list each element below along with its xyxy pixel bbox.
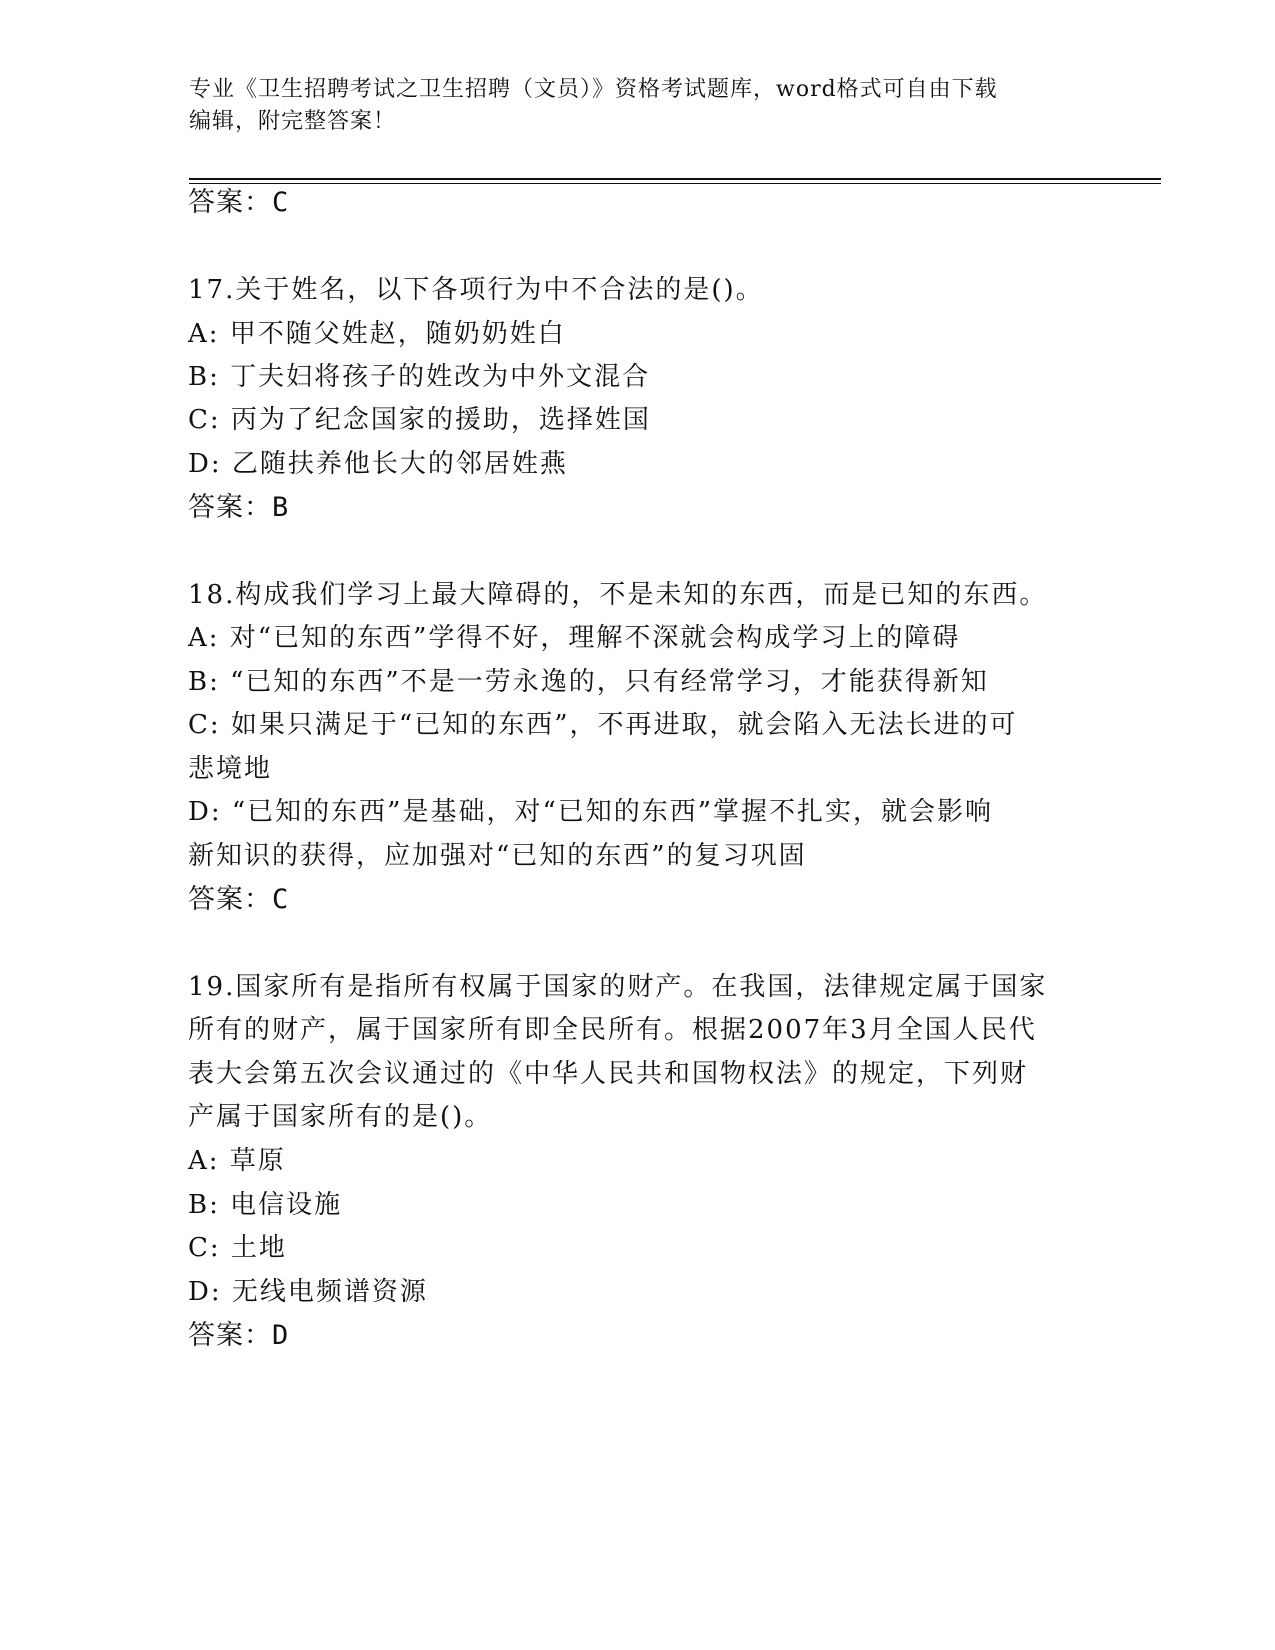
header-divider-thick xyxy=(189,178,1161,180)
question-19-stem-4: 产属于国家所有的是()。 xyxy=(188,1102,493,1132)
question-19-option-d: D: 无线电频谱资源 xyxy=(188,1277,428,1307)
question-18-option-c: C: 如果只满足于“已知的东西”，不再进取，就会陷入无法长进的可 xyxy=(188,710,1018,740)
question-17-answer xyxy=(188,491,1088,525)
header-line-1: 专业《卫生招聘考试之卫生招聘（文员）》资格考试题库，word格式可自由下载 xyxy=(189,77,998,102)
question-18-option-d-cont: 新知识的获得，应加强对“已知的东西”的复习巩固 xyxy=(188,841,807,871)
question-19-option-c: C: 土地 xyxy=(188,1233,287,1263)
question-19-stem-3: 表大会第五次会议通过的《中华人民共和国物权法》的规定，下列财 xyxy=(188,1059,1029,1089)
answer-value: D xyxy=(272,1320,290,1351)
question-19-option-a: A: 草原 xyxy=(188,1146,286,1176)
question-19-answer xyxy=(188,1319,1088,1353)
question-19-stem: 19.国家所有是指所有权属于国家的财产。在我国，法律规定属于国家 xyxy=(188,972,1048,1002)
answer-label: 答案： xyxy=(188,1320,272,1351)
question-18-option-d: D: “已知的东西”是基础，对“已知的东西”掌握不扎实，就会影响 xyxy=(188,797,994,827)
question-18-option-c-cont: 悲境地 xyxy=(188,754,273,784)
document-header xyxy=(189,74,1069,138)
question-18-answer xyxy=(188,883,1088,917)
answer-label: 答案： xyxy=(188,492,272,523)
question-17-option-b: B: 丁夫妇将孩子的姓改为中外文混合 xyxy=(188,362,651,392)
answer-value: C xyxy=(272,884,290,915)
question-17-stem: 17.关于姓名，以下各项行为中不合法的是()。 xyxy=(188,275,764,305)
header-divider-thin xyxy=(189,183,1161,184)
question-17-option-c: C: 丙为了纪念国家的援助，选择姓国 xyxy=(188,405,651,435)
question-19-option-b: B: 电信设施 xyxy=(188,1190,343,1220)
answer-label: 答案： xyxy=(188,884,272,915)
question-18-option-a: A: 对“已知的东西”学得不好，理解不深就会构成学习上的障碍 xyxy=(188,623,961,653)
question-18-option-b: B: “已知的东西”不是一劳永逸的，只有经常学习，才能获得新知 xyxy=(188,667,989,697)
answer-line xyxy=(188,186,1088,220)
answer-value: B xyxy=(272,492,290,523)
question-18-stem: 18.构成我们学习上最大障碍的，不是未知的东西，而是已知的东西。 xyxy=(188,580,1048,610)
header-line-2: 编辑，附完整答案！ xyxy=(189,109,397,134)
answer-value: C xyxy=(272,187,290,218)
question-19-stem-2: 所有的财产，属于国家所有即全民所有。根据2007年3月全国人民代 xyxy=(188,1015,1037,1045)
answer-label: 答案： xyxy=(188,187,272,218)
question-17-option-d: D: 乙随扶养他长大的邻居姓燕 xyxy=(188,449,568,479)
question-17-option-a: A: 甲不随父姓赵，随奶奶姓白 xyxy=(188,319,566,349)
